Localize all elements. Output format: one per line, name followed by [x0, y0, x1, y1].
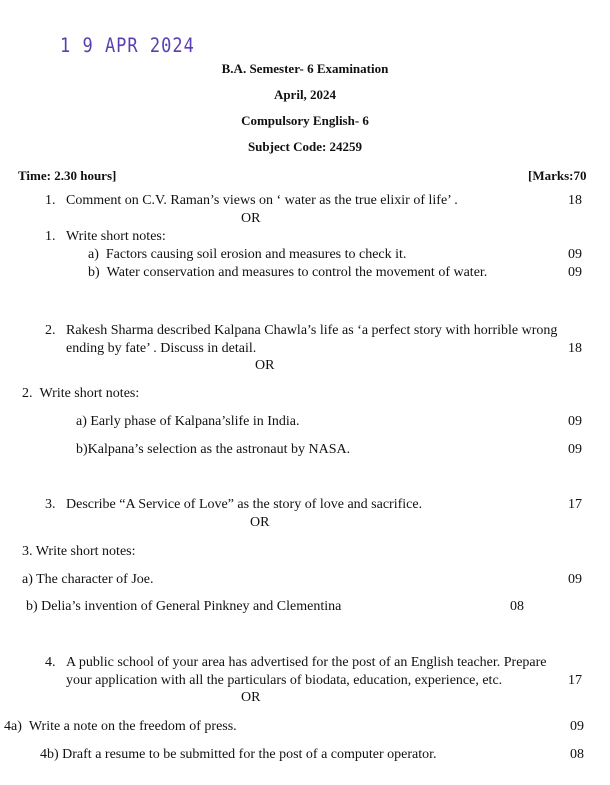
q1-alt-a: a) Factors causing soil erosion and measures to check it. — [88, 247, 407, 262]
q1-marks: 18 — [568, 193, 582, 208]
q4-text-line2: your application with all the particulars of biodata, education, experience, etc. — [66, 673, 503, 688]
course-name: Compulsory English- 6 — [241, 113, 369, 128]
q4-text-line1: A public school of your area has advertised for the post of an English teacher. Prepare — [66, 655, 547, 670]
q1-number: 1. — [45, 193, 56, 208]
q3-alt-text: 3. Write short notes: — [22, 544, 136, 559]
q4-alt-a-marks: 09 — [570, 719, 584, 734]
q1-or: OR — [241, 211, 261, 226]
q1-alt-a-marks: 09 — [568, 247, 582, 262]
q4-alt-b-marks: 08 — [570, 747, 584, 762]
q3-alt-a: a) The character of Joe. — [22, 572, 154, 587]
exam-title: B.A. Semester- 6 Examination — [221, 61, 389, 76]
q4-alt-b: 4b) Draft a resume to be submitted for the post of a computer operator. — [40, 747, 437, 762]
q4-alt-a: 4a) Write a note on the freedom of press. — [4, 719, 237, 734]
q2-alt-a-marks: 09 — [568, 414, 582, 429]
q2-alt-b: b)Kalpana’s selection as the astronaut by NASA. — [76, 442, 351, 457]
q4-number: 4. — [45, 655, 56, 670]
q2-alt-a: a) Early phase of Kalpana’slife in India. — [76, 414, 300, 429]
subject-code: Subject Code: 24259 — [247, 139, 363, 154]
q2-or: OR — [255, 358, 275, 373]
exam-date: April, 2024 — [273, 87, 337, 102]
time-label: Time: 2.30 hours] — [18, 168, 117, 183]
q2-alt-text: 2. Write short notes: — [22, 386, 140, 401]
q1-alt-text: Write short notes: — [66, 229, 166, 244]
q3-number: 3. — [45, 497, 56, 512]
date-stamp: 1 9 APR 2024 — [60, 34, 195, 58]
q2-marks: 18 — [568, 341, 582, 356]
q4-marks: 17 — [568, 673, 582, 688]
q4-or: OR — [241, 690, 261, 705]
q1-text: Comment on C.V. Raman’s views on ‘ water as the true elixir of life’ . — [66, 193, 458, 208]
q2-text-line2: ending by fate’ . Discuss in detail. — [66, 341, 257, 356]
q2-alt-b-marks: 09 — [568, 442, 582, 457]
q3-marks: 17 — [568, 497, 582, 512]
q1-alt-number: 1. — [45, 229, 56, 244]
q3-alt-b-marks: 08 — [510, 599, 524, 614]
q3-text: Describe “A Service of Love” as the story of love and sacrifice. — [66, 497, 423, 512]
q2-number: 2. — [45, 323, 56, 338]
q1-alt-b-marks: 09 — [568, 265, 582, 280]
q2-text-line1: Rakesh Sharma described Kalpana Chawla’s life as ‘a perfect story with horrible wrong — [66, 323, 558, 338]
q3-alt-b: b) Delia’s invention of General Pinkney and Clementina — [26, 599, 342, 614]
total-marks: [Marks:70 — [528, 168, 587, 183]
q1-alt-b: b) Water conservation and measures to control the movement of water. — [88, 265, 488, 280]
q3-or: OR — [250, 515, 270, 530]
q3-alt-a-marks: 09 — [568, 572, 582, 587]
